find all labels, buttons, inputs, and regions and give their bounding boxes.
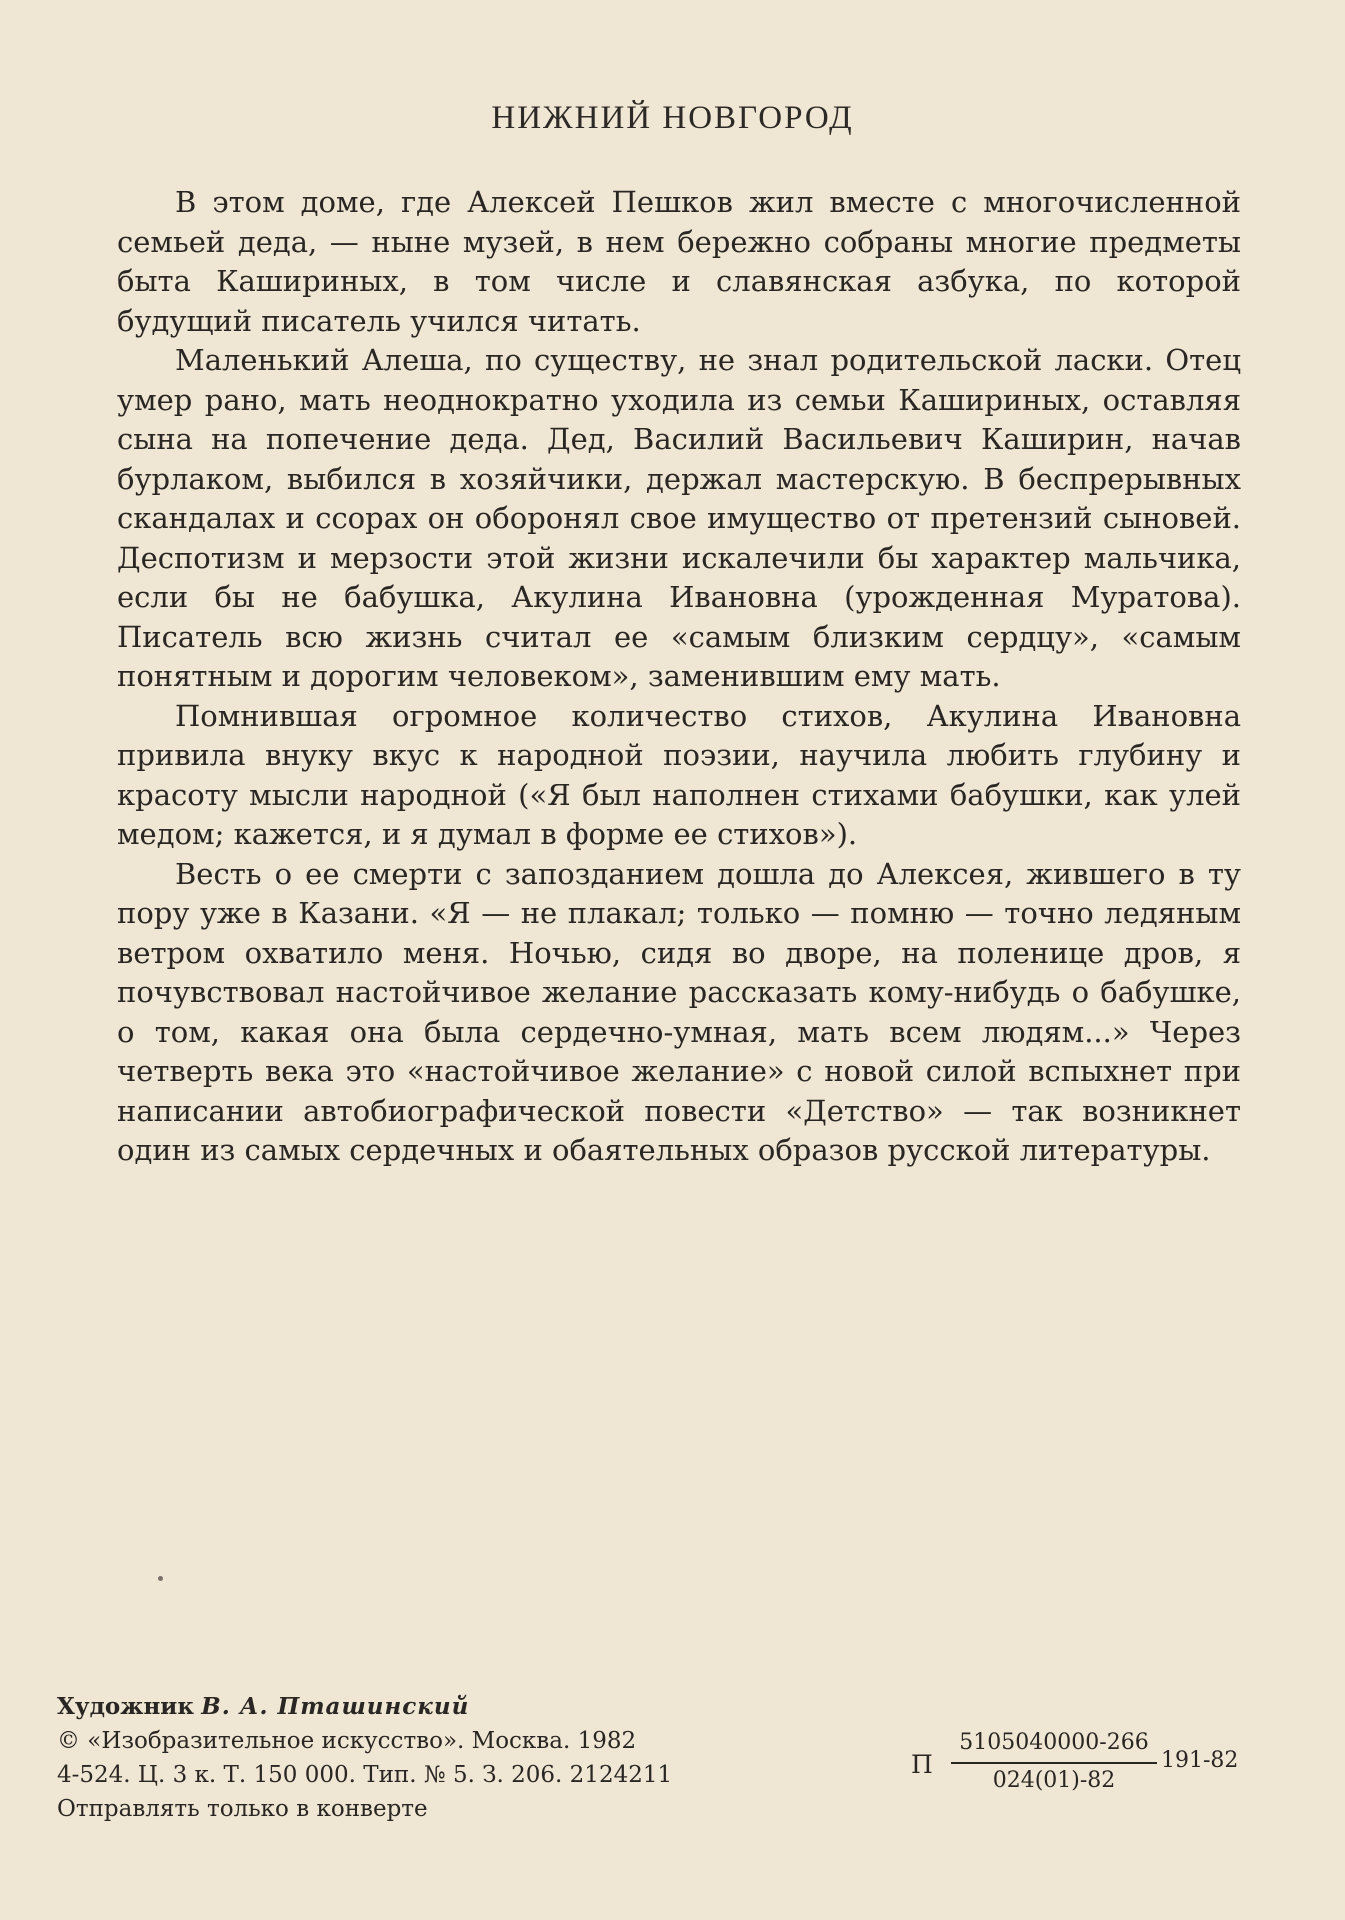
index-denominator: 024(01)-82 xyxy=(992,1768,1116,1793)
fraction-bar xyxy=(951,1762,1157,1764)
artist-label: Художник xyxy=(57,1693,194,1720)
body-text xyxy=(117,183,1241,1171)
imprint-block xyxy=(57,1690,937,1826)
paragraph-1: В этом доме, где Алексей Пешков жил вместе с многочисленной семьей деда, — ныне музей, в нем бережно собраны многие предметы быта Кашириных, в том числе и славянская азбука, по которой будущий писатель учился читать. xyxy=(117,185,1241,338)
index-numerator: 5105040000-266 xyxy=(959,1730,1149,1755)
artist-name: В. А. Пташинский xyxy=(201,1693,470,1720)
paragraph-3: Помнившая огромное количество стихов, Акулина Ивановна привила внуку вкус к народной поэзии, научила любить глубину и красоту мысли народной («Я был наполнен стихами бабушки, как улей медом; кажется, и я думал в форме ее стихов»). xyxy=(117,698,1241,851)
paragraph-2: Маленький Алеша, по существу, не знал родительской ласки. Отец умер рано, мать неоднократно уходила из семьи Кашириных, оставляя сына на попечение деда. Дед, Василий Васильевич Каширин, начав бурлаком, выбился в хозяйчики, держал мастерскую. В беспрерывных скандалах и ссорах он оборонял свое имущество от претензий сыновей. Деспотизм и мерзости этой жизни искалечили бы характер мальчика, если бы не бабушка, Акулина Ивановна (урожденная Муратова). Писатель всю жизнь считал ее «самым близким сердцу», «самым понятным и дорогим человеком», заменившим ему мать. xyxy=(117,343,1241,693)
mailing-note: Отправлять только в конверте xyxy=(57,1796,428,1822)
index-fraction xyxy=(951,1728,1157,1796)
page-title: НИЖНИЙ НОВГОРОД xyxy=(491,100,854,136)
index-letter: П xyxy=(911,1750,933,1779)
publisher-line: © «Изобразительное искусство». Москва. 1982 xyxy=(57,1728,637,1754)
print-details-line: 4-524. Ц. 3 к. Т. 150 000. Тип. № 5. З. 206. 2124211 xyxy=(57,1762,673,1788)
paper-speck xyxy=(158,1576,163,1581)
paragraph-4: Весть о ее смерти с запозданием дошла до Алексея, жившего в ту пору уже в Казани. «Я — не плакал; только — помню — точно ледяным ветром охватило меня. Ночью, сидя во дворе, на поленице дров, я почувствовал настойчивое желание рассказать кому-нибудь о бабушке, о том, какая она была сердечно-умная, мать всем людям...» Через четверть века это «настойчивое желание» с новой силой вспыхнет при написании автобиографической повести «Детство» — так возникнет один из самых сердечных и обаятельных образов русской литературы. xyxy=(117,856,1241,1167)
artist-credit xyxy=(57,1690,937,1724)
index-suffix: 191-82 xyxy=(1161,1748,1239,1773)
